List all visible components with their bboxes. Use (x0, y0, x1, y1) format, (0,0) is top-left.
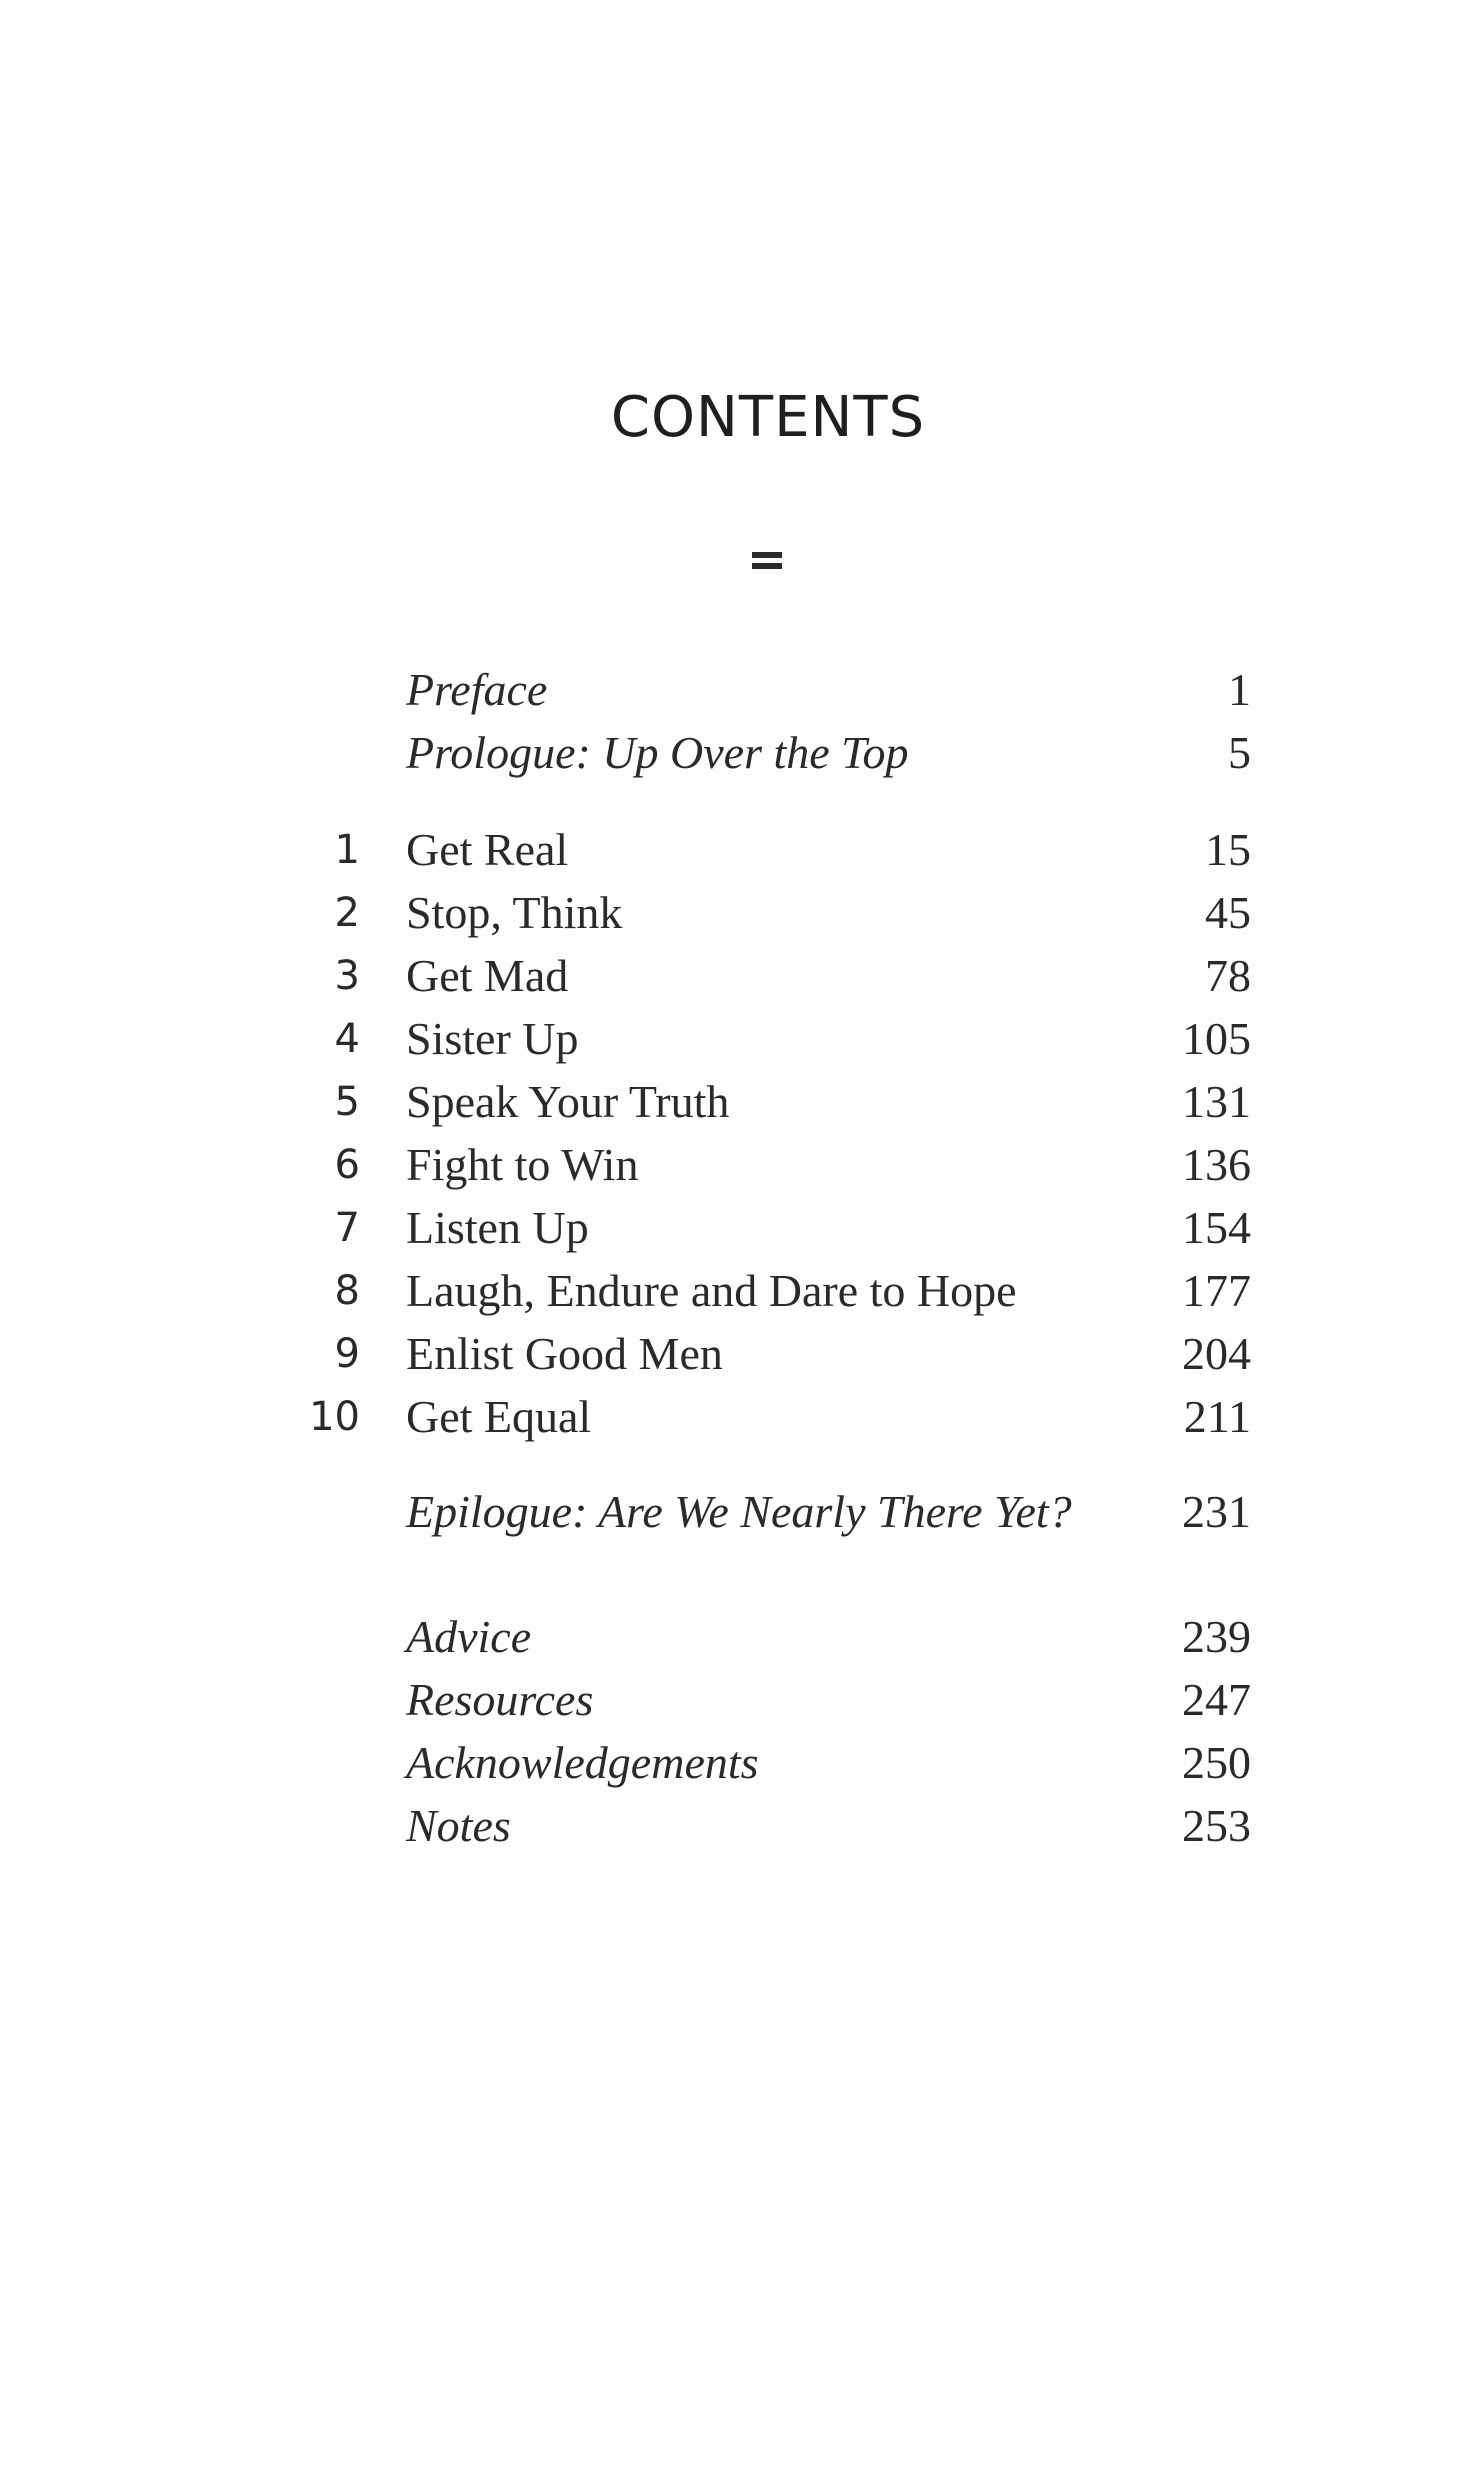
toc-entry-label: Sister Up (406, 1013, 579, 1064)
toc-entry-page: 131 (1182, 1076, 1251, 1127)
toc-chapter-7[interactable] (0, 1198, 1481, 1258)
toc-entry-label: Fight to Win (406, 1139, 639, 1190)
toc-entry-page: 231 (1182, 1486, 1251, 1537)
toc-entry-label: Stop, Think (406, 887, 623, 938)
toc-entry-label: Notes (406, 1800, 511, 1851)
toc-entry-preface[interactable] (0, 660, 1481, 720)
toc-entry-page: 105 (1182, 1013, 1251, 1064)
toc-entry-label: Get Equal (406, 1391, 592, 1442)
toc-entry-page: 239 (1182, 1611, 1251, 1662)
toc-chapter-1[interactable] (0, 820, 1481, 880)
toc-chapter-4[interactable] (0, 1009, 1481, 1069)
toc-entry-page: 136 (1182, 1139, 1251, 1190)
toc-chapter-6[interactable] (0, 1135, 1481, 1195)
toc-entry-label: Prologue: Up Over the Top (406, 727, 909, 778)
page-title: CONTENTS (610, 385, 926, 450)
toc-entry-page: 5 (1228, 727, 1251, 778)
toc-entry-page: 154 (1182, 1202, 1251, 1253)
chapter-number: 7 (334, 1205, 360, 1251)
toc-entry-label: Listen Up (406, 1202, 589, 1253)
chapter-number: 5 (334, 1079, 360, 1125)
toc-entry-label: Speak Your Truth (406, 1076, 730, 1127)
toc-entry-advice[interactable] (0, 1607, 1481, 1667)
toc-entry-page: 247 (1182, 1674, 1251, 1725)
toc-entry-label: Resources (406, 1674, 594, 1725)
toc-entry-prologue[interactable] (0, 723, 1481, 783)
toc-entry-page: 78 (1205, 950, 1251, 1001)
toc-entry-page: 1 (1228, 664, 1251, 715)
toc-entry-page: 177 (1182, 1265, 1251, 1316)
toc-chapter-10[interactable] (0, 1387, 1481, 1447)
toc-entry-epilogue[interactable] (0, 1482, 1481, 1542)
toc-entry-label: Epilogue: Are We Nearly There Yet? (406, 1486, 1072, 1537)
toc-entry-label: Advice (406, 1611, 532, 1662)
toc-entry-label: Get Mad (406, 950, 569, 1001)
toc-entry-label: Preface (406, 664, 548, 715)
chapter-number: 9 (334, 1331, 360, 1377)
toc-chapter-8[interactable] (0, 1261, 1481, 1321)
toc-entry-page: 204 (1182, 1328, 1251, 1379)
toc-entry-label: Enlist Good Men (406, 1328, 723, 1379)
chapter-number: 4 (334, 1016, 360, 1062)
toc-chapter-3[interactable] (0, 946, 1481, 1006)
chapter-number: 2 (334, 890, 360, 936)
ornament-icon (752, 552, 782, 572)
toc-entry-notes[interactable] (0, 1796, 1481, 1856)
toc-entry-resources[interactable] (0, 1670, 1481, 1730)
chapter-number: 1 (334, 827, 360, 873)
chapter-number: 6 (334, 1142, 360, 1188)
toc-chapter-5[interactable] (0, 1072, 1481, 1132)
toc-entry-page: 15 (1205, 824, 1251, 875)
toc-chapter-2[interactable] (0, 883, 1481, 943)
chapter-number: 10 (309, 1394, 360, 1440)
toc-entry-label: Acknowledgements (406, 1737, 759, 1788)
chapter-number: 3 (334, 953, 360, 999)
toc-entry-page: 211 (1183, 1391, 1251, 1442)
chapter-number: 8 (334, 1268, 360, 1314)
toc-entry-page: 250 (1182, 1737, 1251, 1788)
toc-entry-acknowledgements[interactable] (0, 1733, 1481, 1793)
toc-chapter-9[interactable] (0, 1324, 1481, 1384)
toc-entry-label: Laugh, Endure and Dare to Hope (406, 1265, 1017, 1316)
toc-entry-label: Get Real (406, 824, 569, 875)
toc-entry-page: 45 (1205, 887, 1251, 938)
toc-entry-page: 253 (1182, 1800, 1251, 1851)
